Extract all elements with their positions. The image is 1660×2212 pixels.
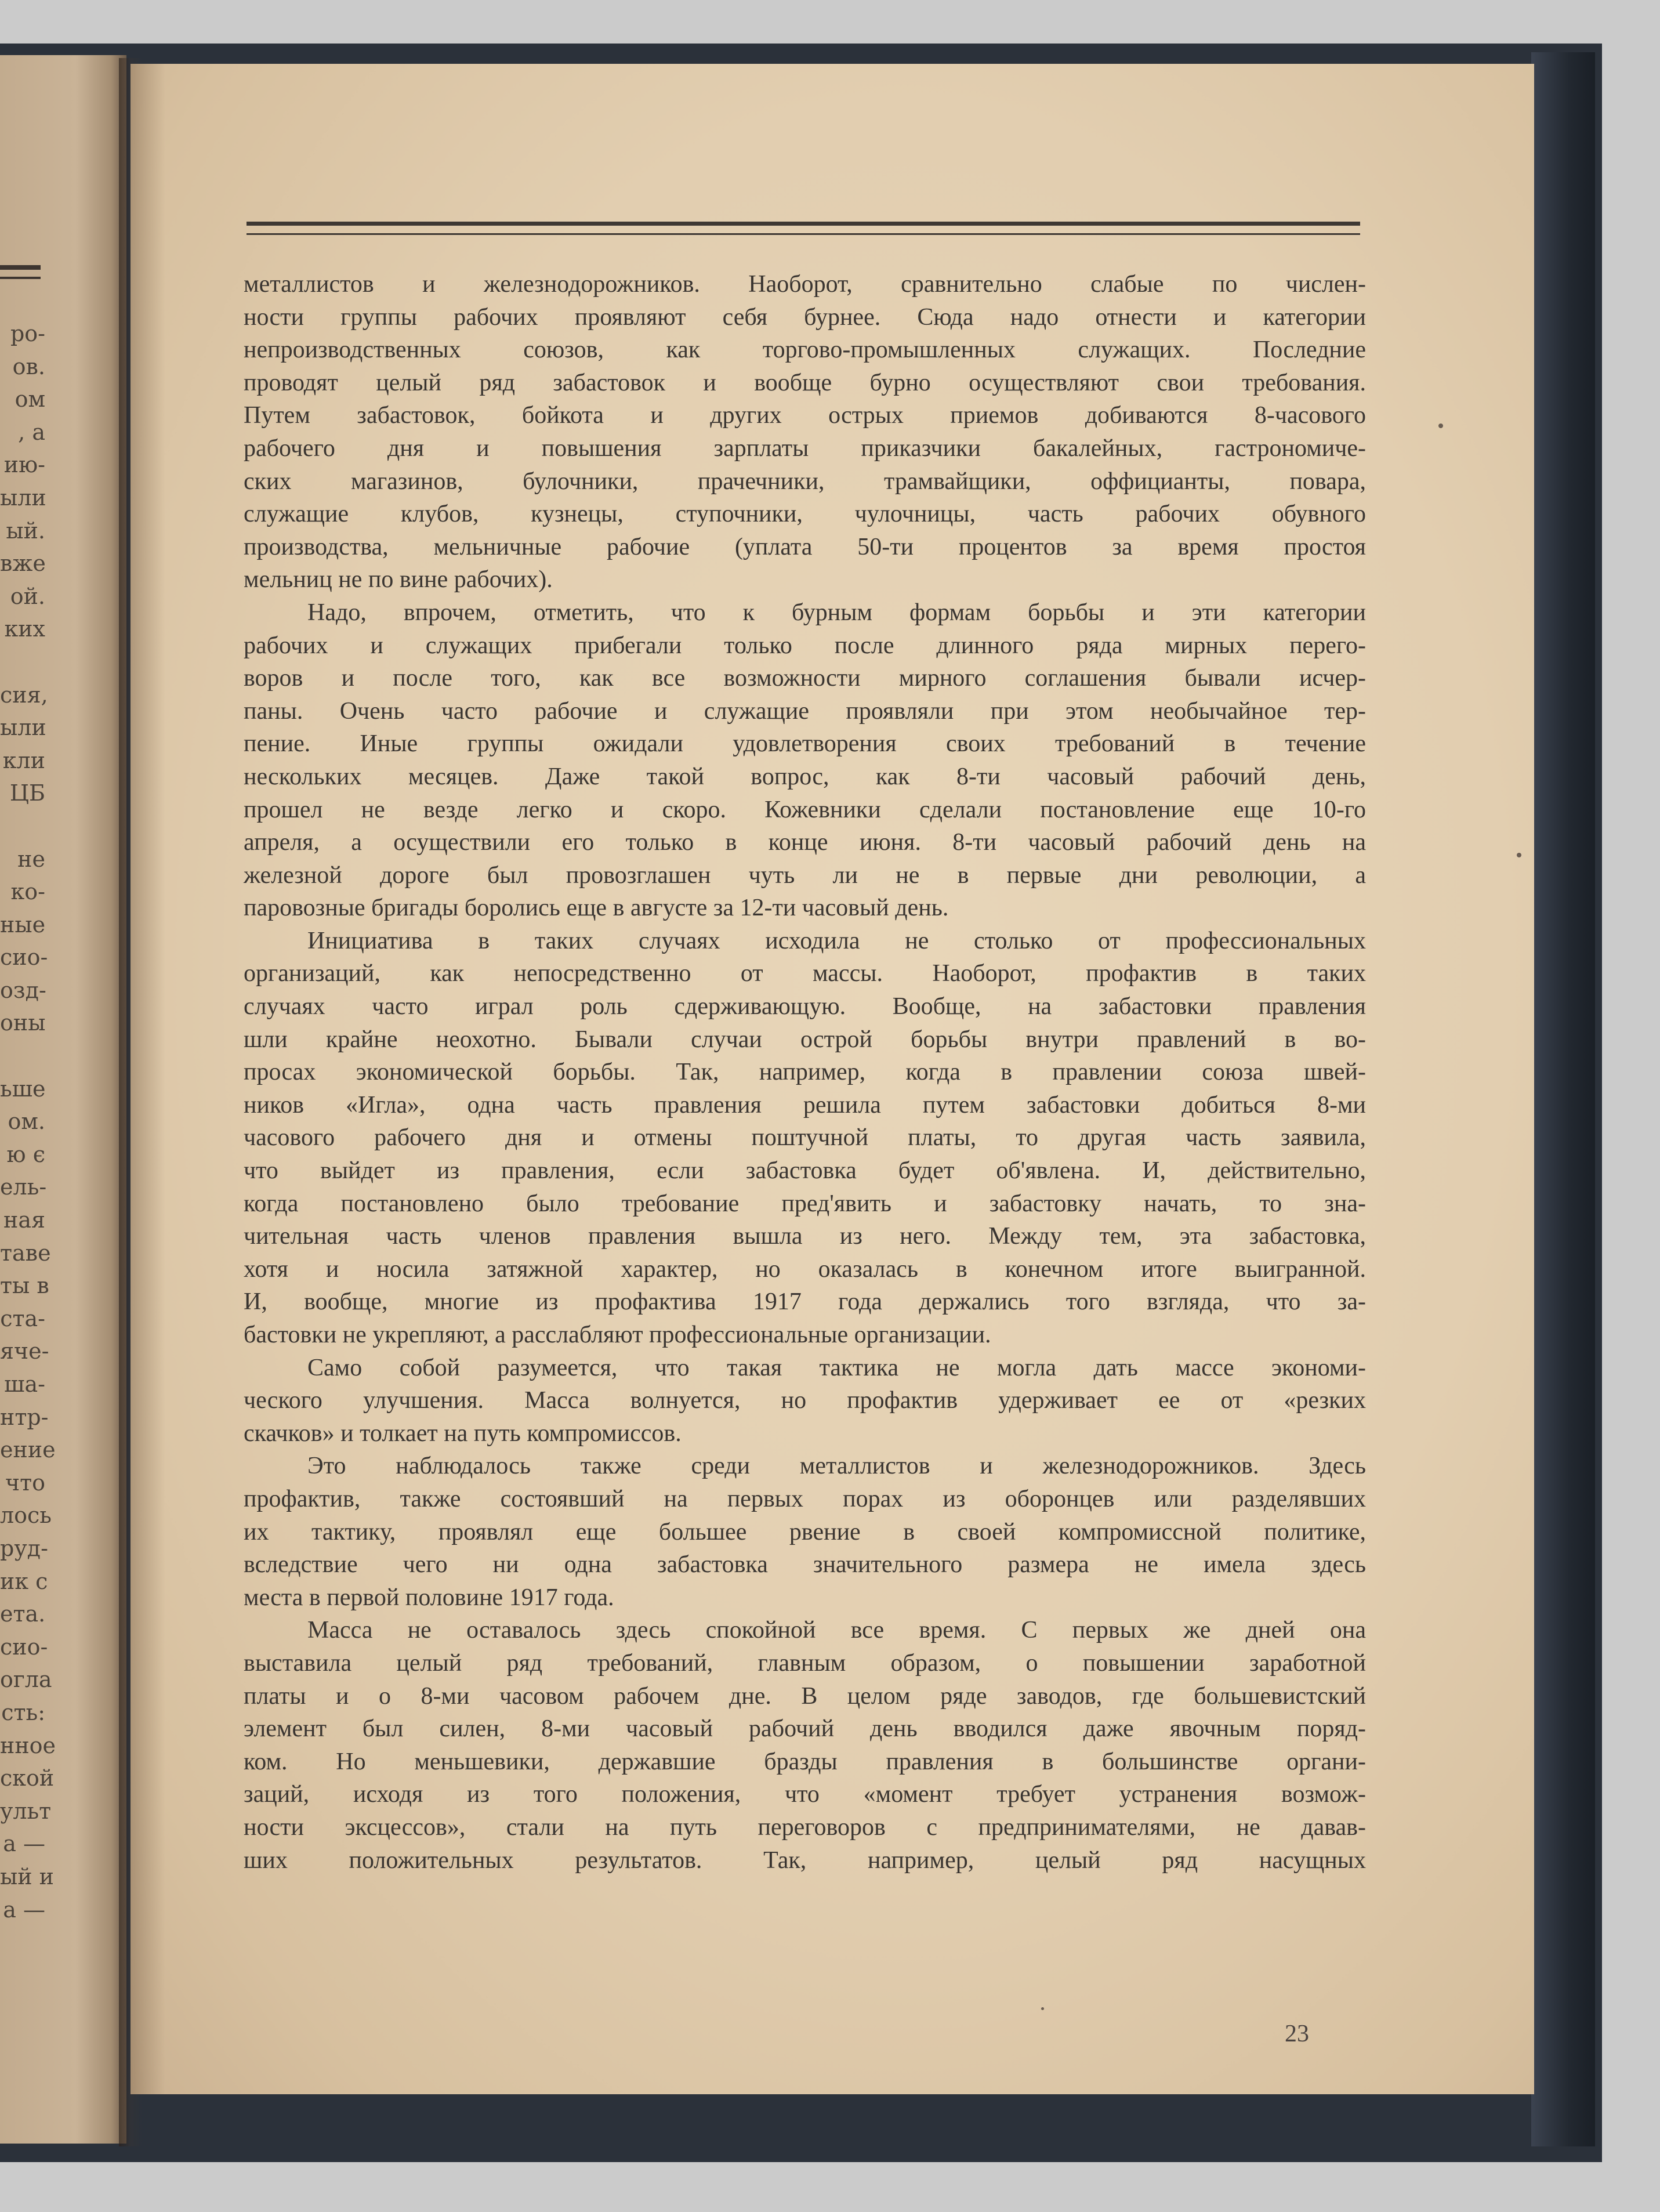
text-line: прошел не везде легко и скоро. Кожевники сделали постановление еще 10-го: [244, 796, 1366, 823]
text-line: металлистов и железнодорожников. Наоборот, сравнительно слабые по числен-: [244, 271, 1366, 298]
left-page-fragment: ом: [15, 386, 45, 412]
text-line: ческого улучшения. Масса волнуется, но профактив удерживает ее от «резких: [244, 1387, 1366, 1414]
left-page-fragment: что: [5, 1469, 45, 1496]
text-line: непроизводственных союзов, как торгово-промышленных служащих. Последние: [244, 336, 1366, 364]
left-page-fragment: сио-: [0, 944, 48, 971]
left-page-fragment: яче-: [0, 1338, 49, 1364]
text-line: когда постановлено было требование пред'явить и забастовку начать, то зна-: [244, 1190, 1366, 1217]
text-line: ности эксцессов», стали на путь переговоров с предпринимателями, не давав-: [244, 1813, 1366, 1841]
left-page-fragment: а —: [3, 1896, 45, 1923]
left-page-fragment: ель-: [0, 1174, 47, 1200]
text-line: элемент был силен, 8-ми часовый рабочий день вводился даже явочным поряд-: [244, 1715, 1366, 1743]
left-page-fragment: ой.: [10, 583, 45, 609]
left-page-fragment: ро-: [10, 321, 45, 346]
text-line: их тактику, проявлял еще большее рвение в своей компромиссной политике,: [244, 1518, 1366, 1545]
paper-speck: [1041, 2007, 1044, 2010]
text-line: Инициатива в таких случаях исходила не столько от профессиональных: [307, 927, 1366, 954]
left-page-fragment: ской: [0, 1765, 55, 1791]
left-page-fragment: ная: [3, 1207, 45, 1233]
left-page-fragment: ом.: [8, 1109, 45, 1135]
text-line: рабочих и служащих прибегали только после длинного ряда мирных перего-: [244, 632, 1366, 659]
left-page-fragment: , а: [18, 419, 45, 445]
left-page-gap: [0, 1040, 45, 1073]
text-line: паны. Очень часто рабочие и служащие проявляли при этом необычайное тер-: [244, 697, 1366, 725]
text-line: профактив, также состоявший на первых порах из оборонцев или разделявших: [244, 1485, 1366, 1512]
text-line: организаций, как непосредственно от массы. Наоборот, профактив в таких: [244, 960, 1366, 987]
left-page-fragment: руд-: [0, 1535, 48, 1561]
left-page-fragment: ко-: [10, 879, 45, 905]
left-page-header-rule: [0, 265, 41, 270]
left-page-fragment: ыли: [0, 715, 46, 741]
text-line: бастовки не укрепляют, а расслабляют профессиональные организации.: [244, 1322, 991, 1348]
text-line: Путем забастовок, бойкота и других острых приемов добиваются 8-часового: [244, 402, 1366, 429]
left-page-fragment: нтр-: [0, 1404, 49, 1430]
text-line: Само собой разумеется, что такая тактика не могла дать массе экономи-: [307, 1354, 1366, 1381]
text-line: железной дороге был провозглашен чуть ли не в первые дни революции, а: [244, 861, 1366, 889]
text-line: проводят целый ряд забастовок и вообще бурно осуществляют свои требования.: [244, 369, 1366, 396]
text-line: паровозные бригады боролись еще в августе за 12-ти часовый день.: [244, 895, 949, 922]
left-page: [0, 55, 126, 2144]
text-line: хотя и носила затяжной характер, но оказалась в конечном итоге выигранной.: [244, 1255, 1366, 1283]
text-line: что выйдет из правления, если забастовка будет об'явлена. И, действительно,: [244, 1157, 1366, 1185]
left-page-fragment: лось: [0, 1503, 52, 1529]
text-line: Надо, впрочем, отметить, что к бурным формам борьбы и эти категории: [307, 599, 1366, 626]
left-page-fragment: ЦБ: [9, 780, 45, 806]
text-line: пение. Иные группы ожидали удовлетворения своих требований в течение: [244, 730, 1366, 758]
text-line: места в первой половине 1917 года.: [244, 1584, 614, 1611]
left-page-fragment: ких: [4, 616, 45, 642]
text-line: апреля, а осуществили его только в конце июня. 8-ти часовый рабочий день на: [244, 829, 1366, 856]
text-line: ских магазинов, булочники, прачечники, трамвайщики, оффицианты, повара,: [244, 468, 1366, 495]
left-page-fragment: ные: [0, 911, 46, 937]
text-line: И, вообще, многие из профактива 1917 года держались того взгляда, что за-: [244, 1288, 1366, 1316]
paper-speck: [1517, 853, 1521, 857]
header-rule-thick: [247, 222, 1360, 226]
left-page-gap: [0, 646, 45, 679]
text-line: производства, мельничные рабочие (уплата 50-ти процентов за время простоя: [244, 533, 1366, 560]
text-line: заций, исходя из того положения, что «момент требует устранения возмож-: [244, 1781, 1366, 1808]
text-line: ников «Игла», одна часть правления решила путем забастовки добиться 8-ми: [244, 1091, 1366, 1118]
left-page-gap: [0, 810, 45, 843]
left-page-fragment: ыли: [0, 484, 46, 511]
left-page-fragment: сио-: [0, 1634, 48, 1660]
text-line: платы и о 8-ми часовом рабочем дне. В целом ряде заводов, где большевистский: [244, 1682, 1366, 1710]
text-line: нескольких месяцев. Даже такой вопрос, как 8-ти часовый рабочий день,: [244, 763, 1366, 790]
left-page-fragment: ию-: [3, 452, 45, 478]
left-page-fragment: кли: [2, 747, 45, 773]
left-page-fragment: не: [17, 846, 45, 872]
text-line: мельниц не по вине рабочих).: [244, 566, 553, 593]
text-line: ком. Но меньшевики, державшие бразды правления в большинстве органи-: [244, 1748, 1366, 1775]
text-line: вследствие чего ни одна забастовка значительного размера не имела здесь: [244, 1551, 1366, 1579]
left-page-text-fragments: [0, 317, 56, 1926]
text-line: выставила целый ряд требований, главным образом, о повышении заработной: [244, 1649, 1366, 1677]
left-page-fragment: ульт: [0, 1798, 52, 1824]
text-line: рабочего дня и повышения зарплаты приказчики бакалейных, гастрономиче-: [244, 435, 1366, 462]
left-page-fragment: ста-: [0, 1305, 45, 1331]
text-line: шли крайне неохотно. Бывали случаи острой борьбы внутри правлений в во-: [244, 1026, 1366, 1053]
left-page-fragment: сть:: [1, 1699, 45, 1725]
left-page-fragment: ета.: [0, 1601, 46, 1627]
left-page-fragment: ый и: [0, 1863, 54, 1889]
left-page-fragment: таве: [0, 1240, 51, 1266]
left-page-fragment: сия,: [0, 682, 48, 708]
left-page-fragment: озд-: [0, 977, 46, 1003]
left-page-fragment: вже: [0, 551, 46, 577]
left-page-fragment: ение: [0, 1437, 56, 1463]
text-line: воров и после того, как все возможности мирного соглашения бывали исчер-: [244, 665, 1366, 692]
left-page-fragment: огла: [0, 1667, 52, 1693]
text-line: чительная часть членов правления вышла из него. Между тем, эта забастовка,: [244, 1223, 1366, 1250]
text-line: ших положительных результатов. Так, например, целый ряд насущных: [244, 1847, 1366, 1874]
text-line: скачков» и толкает на путь компромиссов.: [244, 1420, 682, 1447]
left-page-fragment: ов.: [12, 353, 45, 379]
text-line: служащие клубов, кузнецы, ступочники, чулочницы, часть рабочих обувного: [244, 501, 1366, 528]
left-page-fragment: ый.: [6, 517, 45, 544]
text-line: Это наблюдалось также среди металлистов и железнодорожников. Здесь: [307, 1453, 1366, 1480]
text-line: ности группы рабочих проявляют себя бурнее. Сюда надо отнести и категории: [244, 303, 1366, 331]
left-page-fragment: ша-: [4, 1371, 45, 1397]
right-page: [131, 64, 1534, 2094]
left-page-fragment: ты в: [0, 1273, 49, 1299]
body-text: [244, 268, 1366, 1877]
text-line: просах экономической борьбы. Так, например, когда в правлении союза швей-: [244, 1059, 1366, 1086]
page-number: 23: [1285, 2021, 1309, 2047]
text-line: случаях часто играл роль сдерживающую. Вообще, на забастовки правления: [244, 993, 1366, 1020]
book-cover-edge: [1531, 52, 1595, 2146]
text-line: Масса не оставалось здесь спокойной все время. С первых же дней она: [307, 1617, 1366, 1644]
paper-speck: [1438, 423, 1443, 428]
left-page-fragment: ю є: [6, 1141, 45, 1167]
left-page-fragment: оны: [0, 1010, 46, 1036]
left-page-fragment: а —: [3, 1831, 45, 1857]
left-page-fragment: ьше: [0, 1076, 46, 1102]
left-page-header-rule-thin: [0, 277, 41, 279]
header-rule-thin: [247, 233, 1360, 235]
left-page-fragment: ик с: [0, 1568, 48, 1594]
left-page-fragment: нное: [0, 1732, 56, 1758]
text-line: часового рабочего дня и отмены поштучной платы, то другая часть заявила,: [244, 1124, 1366, 1152]
